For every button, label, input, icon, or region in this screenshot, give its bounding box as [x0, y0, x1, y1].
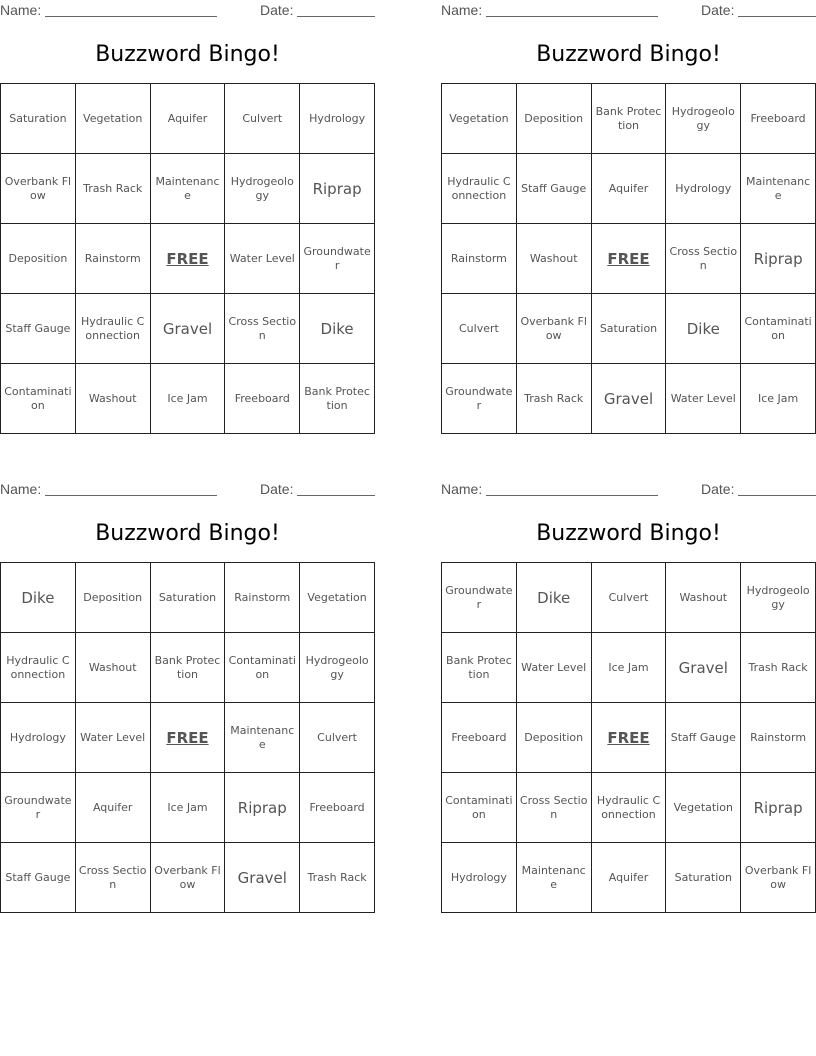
name-label: Name:	[0, 2, 42, 18]
name-label: Name:	[441, 481, 483, 497]
bingo-cell: Contamination	[442, 773, 517, 843]
bingo-cell: Overbank Flow	[741, 843, 816, 913]
date-label: Date:	[260, 481, 294, 497]
bingo-cell: Ice Jam	[592, 633, 667, 703]
bingo-cell: Cross Section	[666, 224, 741, 294]
bingo-cell: Gravel	[151, 294, 226, 364]
bingo-cell: Cross Section	[517, 773, 592, 843]
bingo-cell: Hydrology	[1, 703, 76, 773]
bingo-cell: Freeboard	[442, 703, 517, 773]
bingo-cell: Saturation	[151, 563, 226, 633]
free-cell: FREE	[592, 224, 667, 294]
bingo-cell: Hydrology	[442, 843, 517, 913]
bingo-cell: Aquifer	[592, 154, 667, 224]
free-cell: FREE	[592, 703, 667, 773]
bingo-cell: Hydrogeology	[225, 154, 300, 224]
bingo-cell: Hydraulic Connection	[1, 633, 76, 703]
date-line	[297, 16, 375, 17]
bingo-cell: Riprap	[300, 154, 375, 224]
bingo-cell: Maintenance	[517, 843, 592, 913]
bingo-cell: Maintenance	[225, 703, 300, 773]
bingo-cell: Aquifer	[76, 773, 151, 843]
bingo-cell: Hydraulic Connection	[592, 773, 667, 843]
bingo-cell: Hydraulic Connection	[442, 154, 517, 224]
bingo-cell: Aquifer	[592, 843, 667, 913]
bingo-cell: Rainstorm	[76, 224, 151, 294]
bingo-cell: Deposition	[76, 563, 151, 633]
bingo-cell: Staff Gauge	[517, 154, 592, 224]
bingo-cell: Maintenance	[741, 154, 816, 224]
bingo-cell: Washout	[517, 224, 592, 294]
bingo-cell: Culvert	[225, 84, 300, 154]
bingo-cell: Overbank Flow	[517, 294, 592, 364]
bingo-cell: Maintenance	[151, 154, 226, 224]
bingo-cell: Dike	[300, 294, 375, 364]
name-line	[45, 16, 217, 17]
bingo-cell: Saturation	[666, 843, 741, 913]
bingo-cell: Ice Jam	[151, 773, 226, 843]
bingo-card	[441, 479, 816, 919]
bingo-grid	[0, 562, 375, 913]
bingo-cell: Riprap	[741, 773, 816, 843]
card-header	[0, 479, 376, 501]
bingo-cell: Gravel	[225, 843, 300, 913]
date-label: Date:	[701, 2, 735, 18]
bingo-cell: Hydrogeology	[666, 84, 741, 154]
bingo-cell: Contamination	[225, 633, 300, 703]
bingo-cell: Trash Rack	[517, 364, 592, 434]
bingo-cell: Washout	[76, 633, 151, 703]
bingo-cell: Trash Rack	[76, 154, 151, 224]
bingo-cell: Bank Protection	[442, 633, 517, 703]
bingo-cell: Saturation	[592, 294, 667, 364]
bingo-cell: Cross Section	[76, 843, 151, 913]
bingo-cell: Culvert	[300, 703, 375, 773]
bingo-cell: Dike	[1, 563, 76, 633]
bingo-cell: Rainstorm	[442, 224, 517, 294]
bingo-cell: Water Level	[225, 224, 300, 294]
card-title: Buzzword Bingo!	[536, 42, 721, 67]
bingo-cell: Water Level	[666, 364, 741, 434]
bingo-cell: Dike	[517, 563, 592, 633]
bingo-cell: Hydrogeology	[741, 563, 816, 633]
bingo-cell: Ice Jam	[741, 364, 816, 434]
bingo-cell: Rainstorm	[225, 563, 300, 633]
bingo-cell: Saturation	[1, 84, 76, 154]
bingo-cell: Bank Protection	[300, 364, 375, 434]
date-line	[297, 495, 375, 496]
date-label: Date:	[701, 481, 735, 497]
bingo-cell: Staff Gauge	[1, 294, 76, 364]
bingo-cell: Hydraulic Connection	[76, 294, 151, 364]
bingo-cell: Washout	[666, 563, 741, 633]
bingo-cell: Riprap	[225, 773, 300, 843]
bingo-cell: Vegetation	[442, 84, 517, 154]
bingo-grid	[441, 562, 816, 913]
card-header	[441, 0, 816, 22]
bingo-cell: Groundwater	[300, 224, 375, 294]
card-header	[0, 0, 376, 22]
date-label: Date:	[260, 2, 294, 18]
bingo-cell: Gravel	[666, 633, 741, 703]
card-header	[441, 479, 816, 501]
bingo-card	[0, 0, 375, 440]
bingo-cell: Culvert	[442, 294, 517, 364]
bingo-cell: Dike	[666, 294, 741, 364]
bingo-cell: Overbank Flow	[1, 154, 76, 224]
bingo-cell: Contamination	[1, 364, 76, 434]
bingo-cell: Vegetation	[666, 773, 741, 843]
name-line	[45, 495, 217, 496]
bingo-cell: Hydrogeology	[300, 633, 375, 703]
bingo-cell: Vegetation	[76, 84, 151, 154]
card-title: Buzzword Bingo!	[536, 521, 721, 546]
date-line	[738, 16, 816, 17]
bingo-cell: Deposition	[517, 84, 592, 154]
bingo-cell: Freeboard	[741, 84, 816, 154]
bingo-cell: Rainstorm	[741, 703, 816, 773]
bingo-cell: Washout	[76, 364, 151, 434]
bingo-cell: Culvert	[592, 563, 667, 633]
bingo-cell: Gravel	[592, 364, 667, 434]
bingo-cell: Aquifer	[151, 84, 226, 154]
bingo-grid	[441, 83, 816, 434]
name-label: Name:	[0, 481, 42, 497]
name-line	[486, 495, 658, 496]
name-label: Name:	[441, 2, 483, 18]
bingo-cell: Deposition	[517, 703, 592, 773]
bingo-cell: Cross Section	[225, 294, 300, 364]
bingo-cell: Hydrology	[666, 154, 741, 224]
bingo-cell: Water Level	[517, 633, 592, 703]
bingo-cell: Hydrology	[300, 84, 375, 154]
bingo-card	[0, 479, 375, 919]
bingo-cell: Vegetation	[300, 563, 375, 633]
bingo-cell: Trash Rack	[741, 633, 816, 703]
bingo-cell: Groundwater	[1, 773, 76, 843]
bingo-cell: Groundwater	[442, 563, 517, 633]
bingo-cell: Groundwater	[442, 364, 517, 434]
name-line	[486, 16, 658, 17]
bingo-cell: Bank Protection	[151, 633, 226, 703]
bingo-cell: Water Level	[76, 703, 151, 773]
bingo-cell: Ice Jam	[151, 364, 226, 434]
bingo-cell: Deposition	[1, 224, 76, 294]
bingo-cell: Riprap	[741, 224, 816, 294]
free-cell: FREE	[151, 703, 226, 773]
bingo-cell: Freeboard	[225, 364, 300, 434]
bingo-cell: Overbank Flow	[151, 843, 226, 913]
card-title: Buzzword Bingo!	[95, 521, 280, 546]
bingo-cell: Freeboard	[300, 773, 375, 843]
bingo-cell: Contamination	[741, 294, 816, 364]
bingo-cell: Staff Gauge	[1, 843, 76, 913]
card-title: Buzzword Bingo!	[95, 42, 280, 67]
bingo-cell: Bank Protection	[592, 84, 667, 154]
bingo-grid	[0, 83, 375, 434]
date-line	[738, 495, 816, 496]
bingo-cell: Trash Rack	[300, 843, 375, 913]
bingo-cell: Staff Gauge	[666, 703, 741, 773]
bingo-card	[441, 0, 816, 440]
free-cell: FREE	[151, 224, 226, 294]
